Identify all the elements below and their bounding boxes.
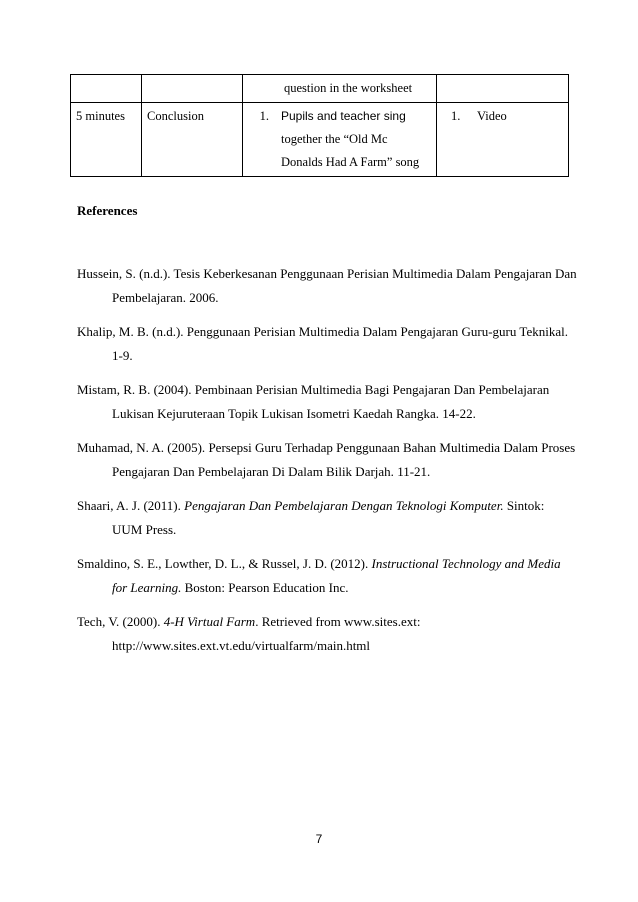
activity-text-sans: Pupils and teacher sing bbox=[281, 109, 406, 123]
activity-text-serif: together the “Old Mc Donalds Had A Farm” song bbox=[281, 132, 420, 169]
reference-title: Penggunaan Perisian Multimedia Dalam Pengajaran Guru-guru Teknikal. bbox=[186, 324, 568, 339]
reference-authors: Shaari, A. J. (2011). bbox=[77, 498, 181, 513]
reference-authors: Tech, V. (2000). bbox=[77, 614, 161, 629]
table-row bbox=[71, 75, 569, 103]
page-number: 7 bbox=[315, 832, 323, 846]
resource-text: Video bbox=[477, 109, 507, 123]
time-cell bbox=[71, 75, 142, 103]
reference-details: 2006. bbox=[189, 290, 219, 305]
activity-text bbox=[281, 105, 431, 174]
activity-cell bbox=[243, 103, 437, 177]
reference-title: 4-H Virtual Farm bbox=[163, 614, 256, 629]
references-heading: References bbox=[77, 203, 138, 218]
resource-number: 1. bbox=[451, 109, 461, 123]
reference-details: 11-21. bbox=[397, 464, 431, 479]
reference-details: 1-9. bbox=[112, 348, 133, 363]
reference-details: Sintok: UUM Press. bbox=[112, 498, 545, 537]
reference-title: Pembinaan Perisian Multimedia Bagi Pengajaran Dan Pembelajaran Lukisan Kejuruteraan Topik Lukisan Isometri Kaedah Rangka. bbox=[112, 382, 550, 421]
stage-cell: Conclusion bbox=[142, 103, 243, 177]
reference-item bbox=[77, 494, 577, 542]
reference-details: Boston: Pearson Education Inc. bbox=[184, 580, 349, 595]
reference-authors: Hussein, S. (n.d.). bbox=[77, 266, 171, 281]
reference-item bbox=[77, 610, 577, 658]
reference-title: Instructional Technology and Media for Learning. bbox=[112, 556, 561, 595]
reference-details: . Retrieved from www.sites.ext: http://www.sites.ext.vt.edu/virtualfarm/main.html bbox=[112, 614, 421, 653]
activity-cell bbox=[243, 75, 437, 103]
reference-title: Persepsi Guru Terhadap Penggunaan Bahan Multimedia Dalam Proses Pengajaran Dan Pembelajaran Di Dalam Bilik Darjah. bbox=[112, 440, 576, 479]
activity-continuation-text: question in the worksheet bbox=[284, 81, 413, 95]
resources-cell bbox=[437, 75, 569, 103]
lesson-plan-table bbox=[70, 74, 569, 177]
reference-authors: Smaldino, S. E., Lowther, D. L., & Russel, J. D. (2012). bbox=[77, 556, 369, 571]
reference-item bbox=[77, 552, 577, 600]
resource-list-item bbox=[442, 105, 563, 128]
stage-cell bbox=[142, 75, 243, 103]
reference-item bbox=[77, 262, 577, 310]
references-list bbox=[77, 262, 577, 668]
activity-number: 1. bbox=[259, 109, 269, 123]
reference-authors: Mistam, R. B. (2004). bbox=[77, 382, 192, 397]
reference-item bbox=[77, 436, 577, 484]
reference-details: 14-22. bbox=[442, 406, 476, 421]
table-row bbox=[71, 103, 569, 177]
activity-list-item bbox=[248, 105, 431, 174]
reference-item bbox=[77, 378, 577, 426]
resources-cell bbox=[437, 103, 569, 177]
reference-item bbox=[77, 320, 577, 368]
time-cell: 5 minutes bbox=[71, 103, 142, 177]
reference-title: Tesis Keberkesanan Penggunaan Perisian Multimedia Dalam Pengajaran Dan Pembelajaran. bbox=[112, 266, 577, 305]
reference-authors: Muhamad, N. A. (2005). bbox=[77, 440, 206, 455]
reference-title: Pengajaran Dan Pembelajaran Dengan Teknologi Komputer. bbox=[184, 498, 504, 513]
reference-authors: Khalip, M. B. (n.d.). bbox=[77, 324, 184, 339]
